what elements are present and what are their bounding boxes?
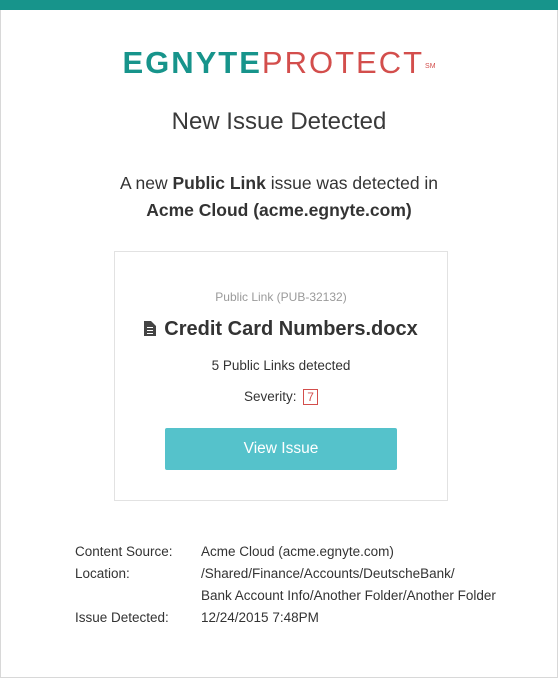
intro-issue-type: Public Link — [172, 173, 266, 193]
severity-row — [115, 389, 447, 405]
logo-egnyte-text: EGNYTE — [122, 45, 262, 80]
intro-suffix: issue was detected in — [265, 173, 439, 193]
egnyte-protect-logo — [0, 43, 558, 83]
file-name-heading — [115, 318, 447, 341]
content-source-label: Content Source: — [75, 544, 173, 559]
severity-label: Severity: — [244, 389, 297, 404]
intro-prefix: A new — [119, 173, 173, 193]
issue-detected-label: Issue Detected: — [75, 610, 169, 625]
page-title: New Issue Detected — [171, 108, 387, 135]
intro-text — [0, 170, 558, 224]
view-issue-button[interactable]: View Issue — [165, 428, 397, 470]
location-value-line2: Bank Account Info/Another Folder/Another Folder — [201, 588, 496, 603]
intro-location: Acme Cloud (acme.egnyte.com) — [146, 200, 412, 220]
file-name: Credit Card Numbers.docx — [164, 318, 418, 340]
issue-type-label: Public Link (PUB-32132) — [215, 290, 347, 304]
logo-protect-text: PROTECT — [261, 45, 425, 80]
logo-service-mark: SM — [425, 63, 436, 70]
content-source-value: Acme Cloud (acme.egnyte.com) — [201, 544, 394, 559]
links-detected-text: 5 Public Links detected — [211, 358, 351, 373]
document-icon — [144, 321, 156, 336]
top-accent-bar — [0, 0, 558, 10]
issue-card — [114, 251, 448, 501]
location-label: Location: — [75, 566, 130, 581]
severity-badge: 7 — [303, 389, 318, 405]
issue-detected-value: 12/24/2015 7:48PM — [201, 610, 319, 625]
location-value-line1: /Shared/Finance/Accounts/DeutscheBank/ — [201, 566, 455, 581]
